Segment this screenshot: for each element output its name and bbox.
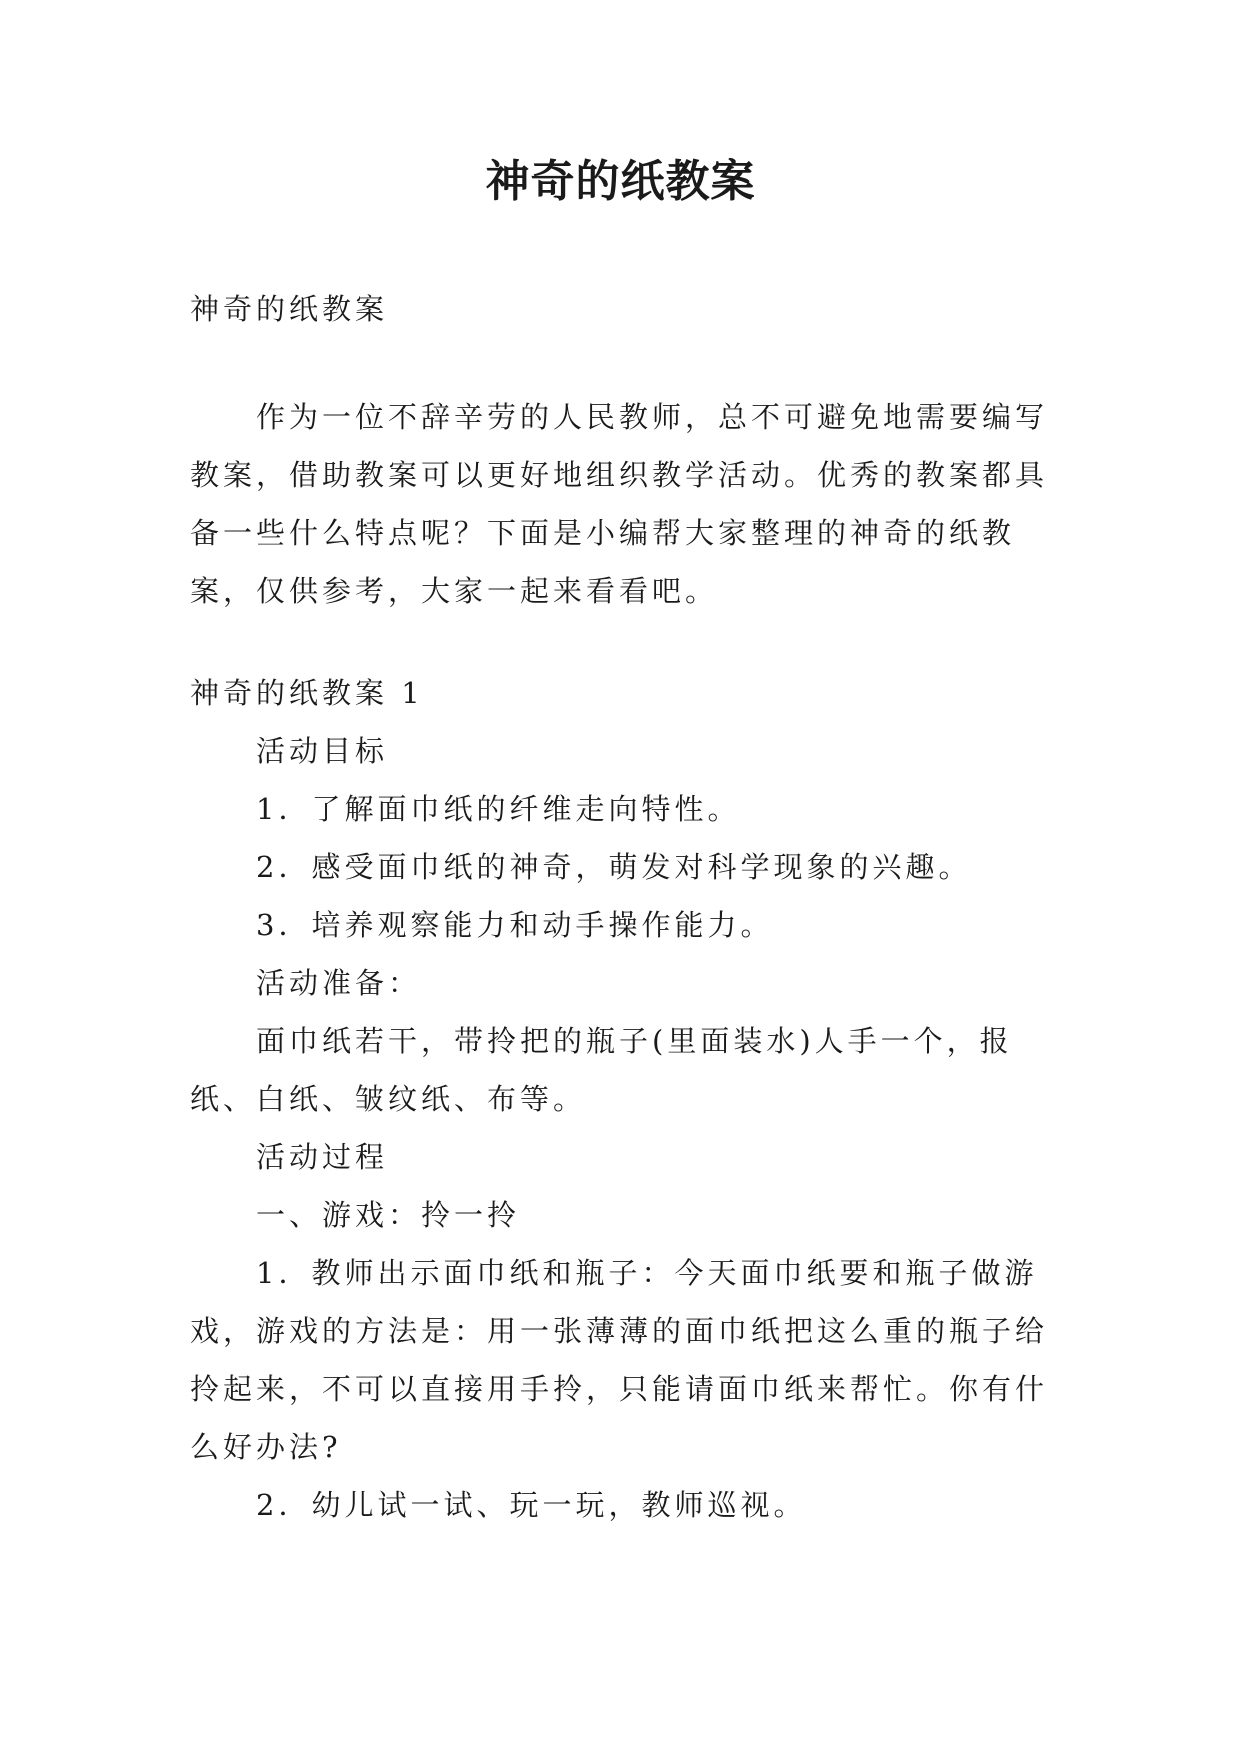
- heading-activity-process: 活动过程: [256, 1140, 389, 1174]
- page-title: 神奇的纸教案: [485, 156, 756, 207]
- preparation-paragraph: 面巾纸若干，带拎把的瓶子(里面装水)人手一个，报纸、白纸、皱纹纸、布等。: [190, 1024, 1013, 1116]
- heading-activity-goals: 活动目标: [256, 734, 389, 768]
- document-body: [190, 280, 1052, 1534]
- subtitle: 神奇的纸教案: [190, 292, 389, 326]
- intro-paragraph: 作为一位不辞辛劳的人民教师，总不可避免地需要编写教案，借助教案可以更好地组织教学活动。优秀的教案都具备一些什么特点呢？下面是小编帮大家整理的神奇的纸教案，仅供参考，大家一起来看看吧。: [190, 400, 1049, 608]
- spacer: [190, 338, 1052, 388]
- goal-item-3: 3．培养观察能力和动手操作能力。: [256, 908, 774, 942]
- process-item-1: 1．教师出示面巾纸和瓶子：今天面巾纸要和瓶子做游戏，游戏的方法是：用一张薄薄的面巾纸把这么重的瓶子给拎起来，不可以直接用手拎，只能请面巾纸来帮忙。你有什么好办法?: [190, 1256, 1049, 1464]
- spacer: [190, 620, 1052, 664]
- process-step-heading: 一、游戏：拎一拎: [256, 1198, 521, 1232]
- section-heading: 神奇的纸教案 1: [190, 676, 424, 710]
- heading-activity-preparation: 活动准备：: [256, 966, 422, 1000]
- goal-item-2: 2．感受面巾纸的神奇，萌发对科学现象的兴趣。: [256, 850, 972, 884]
- process-item-2: 2．幼儿试一试、玩一玩，教师巡视。: [256, 1488, 807, 1522]
- goal-item-1: 1．了解面巾纸的纤维走向特性。: [256, 792, 741, 826]
